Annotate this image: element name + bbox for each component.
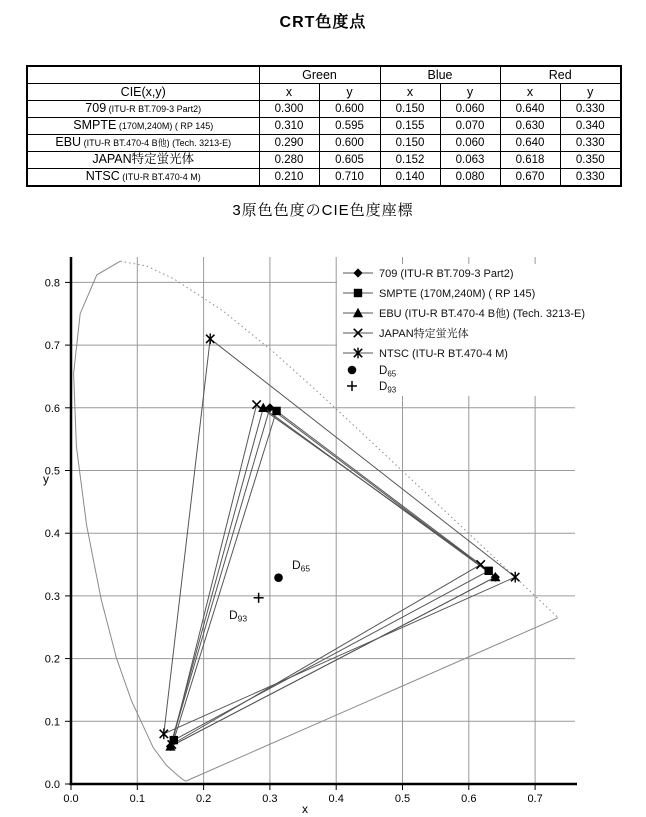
- standard-detail: (170M,240M) ( RP 145): [116, 121, 214, 131]
- y-tick-label: 0.1: [44, 716, 60, 729]
- series-4-triangle: [164, 339, 515, 734]
- table-corner-cell: [27, 66, 259, 84]
- square-icon: [484, 567, 492, 575]
- value-cell: 0.618: [500, 152, 560, 169]
- y-tick-label: 0.8: [44, 277, 60, 290]
- y-tick-label: 0.0: [44, 779, 60, 791]
- row-label: [27, 118, 259, 135]
- white-point-D65: [274, 573, 283, 582]
- legend-marker: [348, 366, 357, 375]
- legend-label: $D_{65}$: [379, 365, 397, 379]
- standard-name: SMPTE: [73, 118, 117, 132]
- row-label: [27, 135, 259, 152]
- legend-label: SMPTE (170M,240M) ( RP 145): [379, 288, 536, 300]
- locus-blue-limb: [74, 261, 187, 781]
- square-icon: [272, 407, 280, 415]
- value-cell: 0.640: [500, 101, 560, 118]
- legend-item: [343, 306, 585, 320]
- subheader-green-y: y: [319, 84, 380, 101]
- subheader-blue-y: y: [440, 84, 500, 101]
- value-cell: 0.155: [380, 118, 440, 135]
- value-cell: 0.595: [319, 118, 380, 135]
- value-cell: 0.080: [440, 169, 500, 187]
- cie-chromaticity-chart: [0, 242, 646, 817]
- chart-legend: [337, 264, 643, 396]
- col-group-green: Green: [259, 66, 380, 84]
- y-tick-label: 0.5: [44, 465, 60, 478]
- series-3-triangle: [172, 405, 481, 745]
- white-point-label: $D_{93}$: [229, 608, 248, 624]
- x-tick-label: 0.3: [262, 793, 278, 805]
- series-1-marker-green: [272, 407, 280, 415]
- y-tick-label: 0.2: [44, 653, 60, 666]
- white-point-D93: [254, 593, 264, 603]
- legend-label: NTSC (ITU-R BT.470-4 M): [379, 348, 508, 360]
- table-row: [27, 118, 621, 135]
- series-4-marker-green: [206, 333, 214, 344]
- subheader-red-y: y: [560, 84, 621, 101]
- value-cell: 0.350: [560, 152, 621, 169]
- value-cell: 0.340: [560, 118, 621, 135]
- value-cell: 0.280: [259, 152, 319, 169]
- legend-label: JAPAN特定蛍光体: [379, 328, 469, 340]
- series-4-marker-blue: [160, 728, 168, 739]
- row-header-label: CIE(x,y): [27, 84, 259, 101]
- row-label: [27, 169, 259, 187]
- standard-name: EBU: [55, 135, 82, 149]
- y-tick-label: 0.7: [44, 340, 60, 353]
- value-cell: 0.600: [319, 101, 380, 118]
- value-cell: 0.640: [500, 135, 560, 152]
- legend-label: 709 (ITU-R BT.709-3 Part2): [379, 268, 514, 280]
- table-row: [27, 169, 621, 187]
- y-tick-label: 0.3: [44, 590, 60, 603]
- x-tick-label: 0.7: [527, 793, 543, 805]
- col-group-red: Red: [500, 66, 621, 84]
- value-cell: 0.605: [319, 152, 380, 169]
- value-cell: 0.063: [440, 152, 500, 169]
- white-point-label: $D_{65}$: [292, 558, 311, 574]
- subheader-blue-x: x: [380, 84, 440, 101]
- x-tick-label: 0.1: [129, 793, 145, 805]
- value-cell: 0.060: [440, 101, 500, 118]
- table-row: [27, 152, 621, 169]
- page-title: CRT色度点: [279, 14, 367, 31]
- value-cell: 0.330: [560, 169, 621, 187]
- data-markers: [160, 333, 520, 751]
- chart-subtitle: 3原色色度のCIE色度座標: [232, 202, 414, 219]
- table-row: [27, 135, 621, 152]
- chromaticity-table: [26, 65, 622, 187]
- value-cell: 0.670: [500, 169, 560, 187]
- table-row: [27, 101, 621, 118]
- legend-label: $D_{93}$: [379, 381, 397, 395]
- value-cell: 0.150: [380, 135, 440, 152]
- y-tick-label: 0.4: [44, 528, 60, 541]
- standard-detail: (ITU-R BT.709-3 Part2): [106, 104, 202, 114]
- col-group-blue: Blue: [380, 66, 500, 84]
- legend-label: EBU (ITU-R BT.470-4 B他) (Tech. 3213-E): [379, 308, 586, 320]
- series-1-marker-red: [484, 567, 492, 575]
- x-tick-label: 0.2: [195, 793, 212, 805]
- standard-name: 709: [85, 101, 107, 115]
- value-cell: 0.290: [259, 135, 319, 152]
- value-cell: 0.300: [259, 101, 319, 118]
- standard-name: JAPAN特定蛍光体: [92, 152, 195, 166]
- value-cell: 0.150: [380, 101, 440, 118]
- x-tick-label: 0.6: [461, 793, 477, 805]
- value-cell: 0.210: [259, 169, 319, 187]
- subheader-red-x: x: [500, 84, 560, 101]
- square-icon: [354, 289, 362, 297]
- value-cell: 0.330: [560, 135, 621, 152]
- value-cell: 0.060: [440, 135, 500, 152]
- legend-marker: [354, 289, 362, 297]
- x-tick-label: 0.4: [328, 793, 344, 805]
- x-axis-title: x: [302, 802, 308, 816]
- standard-detail: (ITU-R BT.470-4 M): [119, 172, 201, 182]
- x-tick-label: 0.5: [394, 793, 411, 805]
- row-label: [27, 152, 259, 169]
- value-cell: 0.710: [319, 169, 380, 187]
- subheader-green-x: x: [259, 84, 319, 101]
- circle-icon: [274, 573, 283, 582]
- y-tick-label: 0.6: [44, 402, 60, 415]
- value-cell: 0.152: [380, 152, 440, 169]
- standard-detail: (ITU-R BT.470-4 B他) (Tech. 3213-E): [81, 138, 232, 148]
- standard-name: NTSC: [85, 169, 120, 183]
- series-4-marker-red: [511, 572, 519, 583]
- value-cell: 0.600: [319, 135, 380, 152]
- value-cell: 0.070: [440, 118, 500, 135]
- value-cell: 0.310: [259, 118, 319, 135]
- value-cell: 0.140: [380, 169, 440, 187]
- chromaticity-table-container: [26, 65, 620, 187]
- gamut-triangles: [164, 339, 515, 747]
- x-tick-label: 0.0: [63, 793, 79, 805]
- value-cell: 0.330: [560, 101, 621, 118]
- circle-icon: [348, 366, 357, 375]
- y-axis-title: y: [43, 472, 49, 486]
- value-cell: 0.630: [500, 118, 560, 135]
- row-label: [27, 101, 259, 118]
